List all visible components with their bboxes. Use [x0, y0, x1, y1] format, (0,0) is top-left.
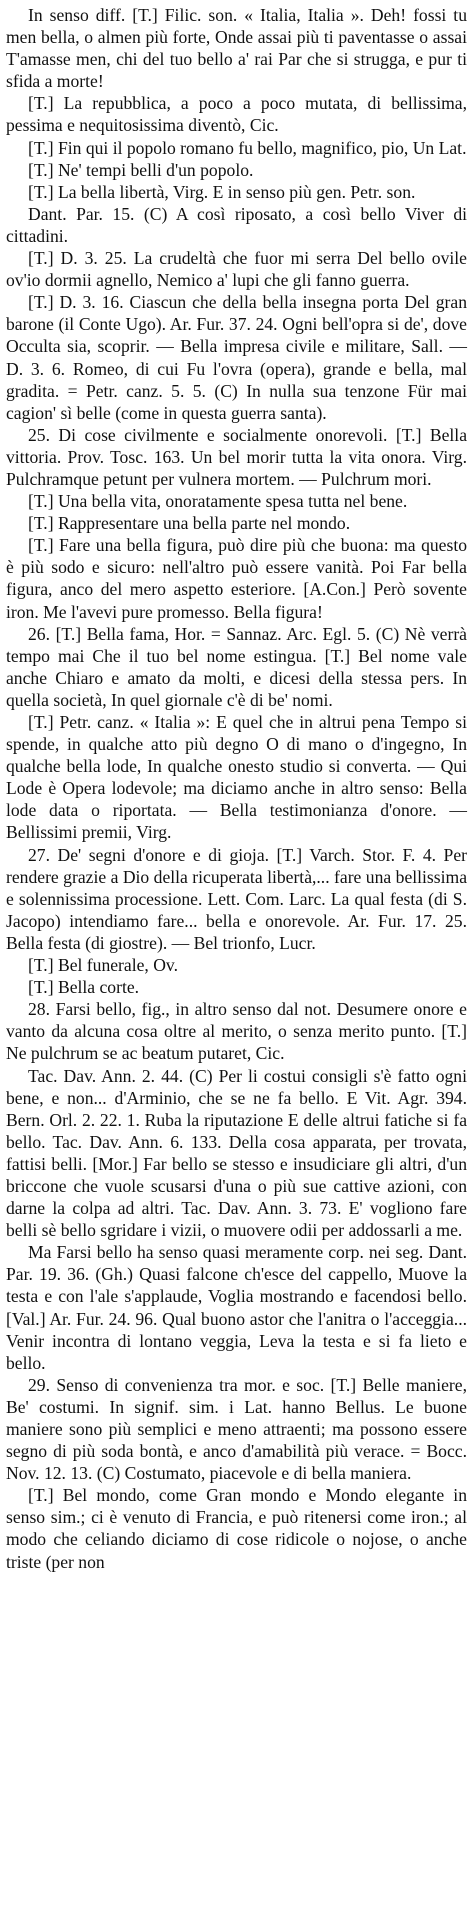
entry-paragraph: [T.] D. 3. 16. Ciascun che della bella insegna porta Del gran barone (il Conte Ugo). Ar. Fur. 37. 24. Ogni bell'opra si de', dove Occulta sia, scoprir. — Bella impresa civile e militare, Sall. — D. 3. 6. Romeo, di cui Fu l'ovra (opera), grande e bella, mal gradita. = Petr. canz. 5. 5. (C) In nulla sua tenzone Für mai cagion' sì belle (come in questa guerra santa). [6, 292, 467, 423]
entry-paragraph: [T.] La bella libertà, Virg. E in senso più gen. Petr. son. [28, 181, 416, 202]
entry-paragraph: Tac. Dav. Ann. 2. 44. (C) Per li costui consigli s'è fatto ogni bene, e non... d'Arminio, che se ne fa bello. E Vit. Agr. 394. Bern. Orl. 2. 22. 1. Ruba la riputazione E delle altrui fatiche si fa bello. Tac. Dav. Ann. 6. 133. Della cosa apparata, per trovata, fattisi belli. [Mor.] Far bello se stesso e insudiciare gli altri, d'un briccone che vuole scusarsi d'una o più sue cattive azioni, con darne la colpa ad altri. Tac. Dav. Ann. 3. 73. E' vogliono fare belli sè bello sgridare i vizii, o muovere odii per addossarli a me. [6, 1065, 467, 1241]
entry-paragraph: [T.] Bel funerale, Ov. [28, 955, 178, 976]
entry-paragraph: [T.] Petr. canz. « Italia »: E quel che in altrui pena Tempo si spende, in qualche atto più degno O di mano o d'ingegno, In qualche bella lode, In qualche onesto studio si converta. — Qui Lode è Opera lodevole; ma diciamo anche in altro senso: Bella lode data o riportata. — Bella testimonianza d'onore. — Bellissimi premii, Virg. [6, 712, 467, 843]
entry-paragraph: Dant. Par. 15. (C) A così riposato, a così bello Viver di cittadini. [6, 203, 467, 246]
entry-paragraph: [T.] Una bella vita, onoratamente spesa tutta nel bene. [28, 491, 408, 512]
entry-paragraph: 29. Senso di convenienza tra mor. e soc. [T.] Belle maniere, Be' costumi. In signif. sim. i Lat. hanno Bellus. Le buone maniere sono più semplici e meno attraenti; ma possono essere segno di più soda bontà, e anco d'amabilità più verace. = Bocc. Nov. 12. 13. (C) Costumato, piacevole e di bella maniera. [6, 1374, 467, 1484]
entry-paragraph: [T.] D. 3. 25. La crudeltà che fuor mi serra Del bello ovile ov'io dormii agnello, Nemico a' lupi che gli fanno guerra. [6, 248, 467, 291]
entry-paragraph: 28. Farsi bello, fig., in altro senso dal not. Desumere onore e vanto da alcuna cosa oltre al merito, o senza merito punto. [T.] Ne pulchrum se ac beatum putaret, Cic. [6, 999, 467, 1064]
entry-paragraph: 26. [T.] Bella fama, Hor. = Sannaz. Arc. Egl. 5. (C) Nè verrà tempo mai Che il tuo bel nome estingua. [T.] Bel nome vale anche Chiaro e amato da molti, e dicesi della stessa pers. In quella società, In quel giornale c'è di be' nomi. [6, 623, 467, 710]
entry-paragraph: [T.] Rappresentare una bella parte nel mondo. [28, 513, 351, 534]
entry-paragraph: [T.] Fare una bella figura, può dire più che buona: ma questo è più sodo e sicuro: nell'altro può essere vanità. Poi Far bella figura, anco del mero aspetto esteriore. [A.Con.] Però sovente iron. Me l'avevi pure promesso. Bella figura! [6, 535, 467, 622]
entry-paragraph: [T.] Fin qui il popolo romano fu bello, magnifico, pio, Un Lat. [28, 137, 467, 158]
entry-paragraph: In senso diff. [T.] Filic. son. « Italia, Italia ». Deh! fossi tu men bella, o almen più forte, Onde assai più ti paventasse o assai T'amasse men, chi del tuo bello a' rai Par che si strugga, e pur ti sfida a morte! [6, 5, 467, 92]
entry-paragraph: [T.] Bel mondo, come Gran mondo e Mondo elegante in senso sim.; ci è venuto di Francia, e può ritenersi come iron.; al modo che celiando diciamo di cose ridicole o nojose, o anche triste (per non [6, 1485, 467, 1572]
entry-paragraph: [T.] La repubblica, a poco a poco mutata, di bellissima, pessima e nequitosissima diventò, Cic. [6, 93, 467, 136]
entry-paragraph: Ma Farsi bello ha senso quasi meramente corp. nei seg. Dant. Par. 19. 36. (Gh.) Quasi falcone ch'esce del cappello, Muove la testa e con l'ale s'applaude, Voglia mostrando e facendosi bello. [Val.] Ar. Fur. 24. 96. Qual buono astor che l'anitra o l'acceggia... Venir incontra di lontano veggia, Leva la testa e si fa lieto e bello. [6, 1242, 467, 1373]
entry-paragraph: 27. De' segni d'onore e di gioja. [T.] Varch. Stor. F. 4. Per rendere grazie a Dio della ricuperata libertà,... fare una bellissima e solennissima processione. Lett. Com. Larc. La qual festa (di S. Jacopo) intendiamo fare... bella e onorevole. Ar. Fur. 17. 25. Bella festa (di giostre). — Bel trionfo, Lucr. [6, 844, 467, 953]
entry-paragraph: 25. Di cose civilmente e socialmente onorevoli. [T.] Bella vittoria. Prov. Tosc. 163. Un bel morir tutta la vita onora. Virg. Pulchramque petunt per vulnera mortem. — Pulchrum mori. [6, 424, 467, 489]
entry-paragraph: [T.] Ne' tempi belli d'un popolo. [28, 159, 254, 180]
entry-paragraph: [T.] Bella corte. [28, 977, 140, 998]
